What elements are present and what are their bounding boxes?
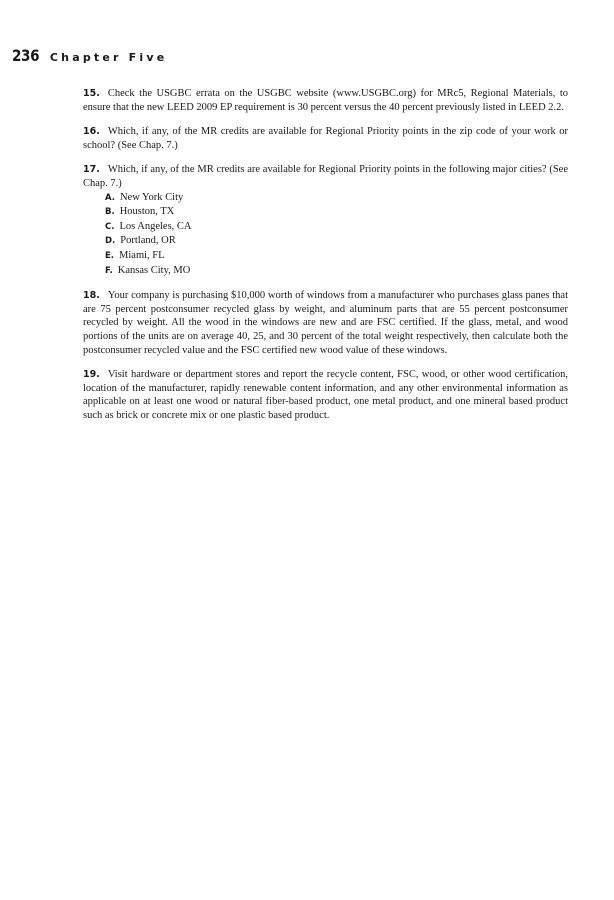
option-letter: D. bbox=[105, 236, 116, 247]
option-text: Kansas City, MO bbox=[117, 264, 191, 276]
question-text: Your company is purchasing $10,000 worth of windows from a manufacturer who purchases glass panes that are 75 percent postconsumer recycled glass by weight, and aluminum parts that are 55 percent postconsumer recycled by weight. All the wood in the windows are new and are FSC certified. If the glass, metal, and wood portions of the units are on average 40, 25, and 30 percent of the total weight respectively, then calculate both the postconsumer recycled value and the FSC certified new wood value of these windows. bbox=[83, 290, 568, 356]
option-letter: C. bbox=[105, 221, 115, 232]
question-18 bbox=[83, 289, 568, 357]
question-number: 18. bbox=[83, 290, 100, 302]
option-text: Houston, TX bbox=[119, 206, 175, 218]
option-item bbox=[105, 264, 568, 279]
question-text: Visit hardware or department stores and report the recycle content, FSC, wood, or other wood certification, location of the manufacturer, rapidly renewable content information, and any other environmental information as applicable on at least one wood or natural fiber-based product, one metal product, and one mineral based product such as brick or concrete mix or one plastic based product. bbox=[83, 369, 568, 421]
option-text: Portland, OR bbox=[120, 235, 176, 247]
question-16 bbox=[83, 125, 568, 152]
question-text: Which, if any, of the MR credits are available for Regional Priority points in the zip code of your work or school? (See Chap. 7.) bbox=[83, 126, 568, 151]
option-item bbox=[105, 191, 568, 206]
page-number: 236 bbox=[12, 46, 40, 65]
question-number: 16. bbox=[83, 126, 100, 138]
question-17 bbox=[83, 163, 568, 278]
option-text: New York City bbox=[119, 191, 184, 203]
question-number: 17. bbox=[83, 164, 100, 176]
option-letter: E. bbox=[105, 250, 115, 261]
option-item bbox=[105, 220, 568, 235]
question-text: Check the USGBC errata on the USGBC website (www.USGBC.org) for MRc5, Regional Materials, to ensure that the new LEED 2009 EP requirement is 30 percent versus the 40 percent previously listed in LEED 2.2. bbox=[83, 88, 568, 113]
option-letter: A. bbox=[105, 192, 115, 203]
question-number: 15. bbox=[83, 88, 100, 99]
question-15 bbox=[83, 87, 568, 114]
option-text: Los Angeles, CA bbox=[119, 220, 192, 232]
option-letter: F. bbox=[105, 265, 113, 276]
option-item bbox=[105, 205, 568, 220]
option-text: Miami, FL bbox=[119, 249, 165, 261]
option-item bbox=[105, 249, 568, 264]
questions-list bbox=[83, 87, 568, 433]
running-head bbox=[12, 46, 167, 65]
question-19 bbox=[83, 368, 568, 422]
option-item bbox=[105, 234, 568, 249]
option-letter: B. bbox=[105, 207, 115, 218]
chapter-title: Chapter Five bbox=[49, 51, 168, 64]
option-list bbox=[83, 191, 568, 279]
question-number: 19. bbox=[83, 369, 100, 381]
question-text: Which, if any, of the MR credits are available for Regional Priority points in the following major cities? (See Chap. 7.) bbox=[83, 164, 568, 189]
